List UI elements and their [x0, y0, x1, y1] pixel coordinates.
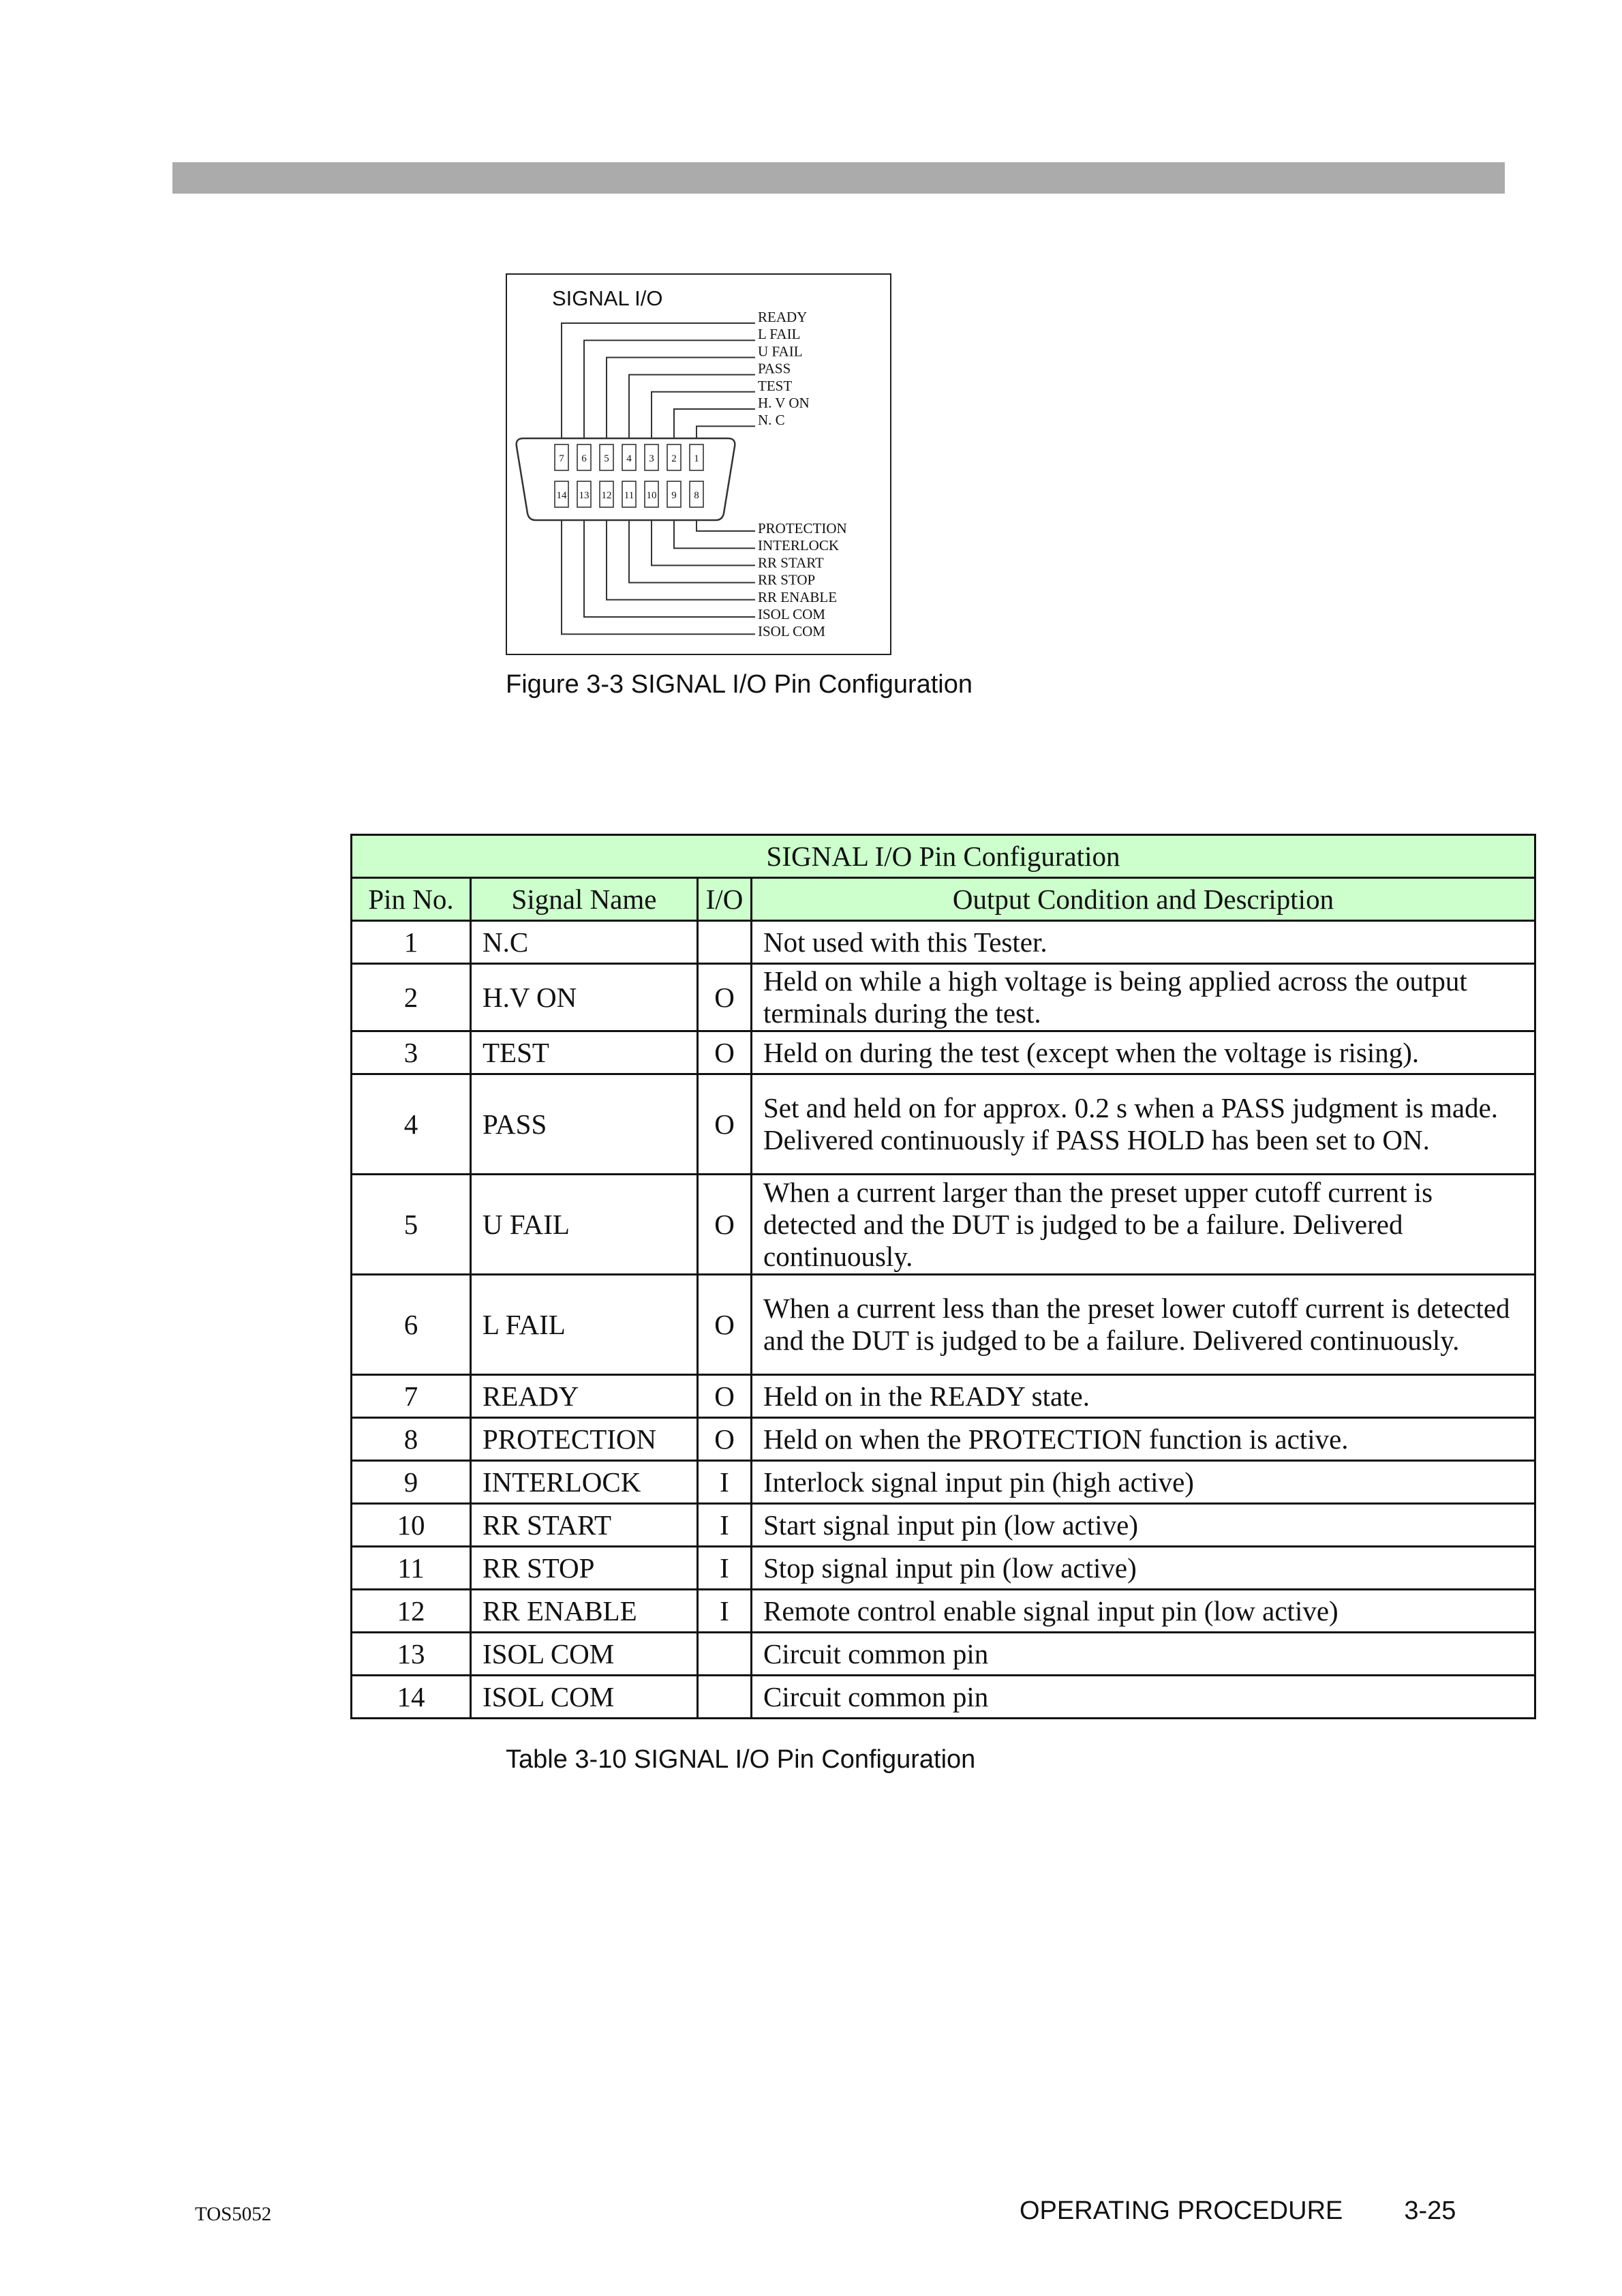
bottom-pin-number-9: 9 [671, 490, 677, 501]
pin-description: Remote control enable signal input pin (low active) [752, 1590, 1535, 1633]
col-header-description: Output Condition and Description [752, 878, 1535, 921]
table-row [352, 1633, 1535, 1676]
table-row [352, 1504, 1535, 1547]
pin-number: 14 [352, 1676, 471, 1719]
footer-model: TOS5052 [195, 2203, 272, 2225]
table-row [352, 1418, 1535, 1461]
io-direction: O [698, 1031, 752, 1074]
pin-number: 9 [352, 1461, 471, 1504]
pin-description: Circuit common pin [752, 1633, 1535, 1676]
io-direction: O [698, 1175, 752, 1275]
top-lead-line [652, 392, 755, 444]
signal-name: L FAIL [471, 1275, 698, 1375]
signal-name: TEST [471, 1031, 698, 1074]
table-row [352, 1547, 1535, 1590]
pin-description: Circuit common pin [752, 1676, 1535, 1719]
io-direction: I [698, 1547, 752, 1590]
pin-number: 8 [352, 1418, 471, 1461]
signal-io-diagram [506, 273, 891, 655]
table-row [352, 1461, 1535, 1504]
bottom-pin-number-10: 10 [646, 490, 657, 501]
io-direction: O [698, 1074, 752, 1175]
bottom-signal-label: ISOL COM [758, 623, 825, 640]
io-direction: I [698, 1504, 752, 1547]
top-signal-label: PASS [758, 360, 791, 377]
table-caption: Table 3-10 SIGNAL I/O Pin Configuration [506, 1745, 976, 1774]
signal-name: ISOL COM [471, 1633, 698, 1676]
diagram-panel-label: SIGNAL I/O [552, 286, 663, 310]
io-direction: O [698, 964, 752, 1031]
pin-description: Stop signal input pin (low active) [752, 1547, 1535, 1590]
table-row [352, 1175, 1535, 1275]
bottom-signal-label: RR STOP [758, 571, 816, 588]
pin-number: 6 [352, 1275, 471, 1375]
bottom-signal-label: RR ENABLE [758, 588, 838, 605]
signal-name: RR STOP [471, 1547, 698, 1590]
footer-page-number: 3-25 [1404, 2196, 1456, 2225]
pin-number: 13 [352, 1633, 471, 1676]
pin-config-table [350, 834, 1536, 1719]
top-signal-label: U FAIL [758, 343, 803, 360]
io-direction: O [698, 1375, 752, 1418]
pin-number: 2 [352, 964, 471, 1031]
bottom-signal-label: RR START [758, 554, 824, 571]
signal-name: ISOL COM [471, 1676, 698, 1719]
signal-name: RR START [471, 1504, 698, 1547]
top-signal-label: H. V ON [758, 395, 810, 411]
pin-description: Not used with this Tester. [752, 921, 1535, 964]
top-pin-number-5: 5 [604, 453, 609, 464]
pin-description: Held on during the test (except when the voltage is rising). [752, 1031, 1535, 1074]
pin-description: Held on in the READY state. [752, 1375, 1535, 1418]
pin-description: When a current less than the preset lower cutoff current is detected and the DUT is judged to be a failure. Delivered continuously. [752, 1275, 1535, 1375]
bottom-signal-label: ISOL COM [758, 606, 825, 622]
signal-name: PASS [471, 1074, 698, 1175]
io-direction: I [698, 1590, 752, 1633]
signal-name: RR ENABLE [471, 1590, 698, 1633]
pin-description: Set and held on for approx. 0.2 s when a PASS judgment is made. Delivered continuously if PASS HOLD has been set to ON. [752, 1074, 1535, 1175]
top-pin-number-7: 7 [559, 453, 564, 464]
top-signal-label: TEST [758, 377, 793, 394]
table-row [352, 1590, 1535, 1633]
signal-name: PROTECTION [471, 1418, 698, 1461]
table-row [352, 1275, 1535, 1375]
top-signal-label: READY [758, 309, 808, 325]
pin-number: 4 [352, 1074, 471, 1175]
bottom-pin-number-14: 14 [556, 490, 567, 501]
pin-number: 12 [352, 1590, 471, 1633]
figure-caption: Figure 3-3 SIGNAL I/O Pin Configuration [506, 670, 973, 699]
io-direction: O [698, 1418, 752, 1461]
bottom-pin-number-8: 8 [694, 490, 699, 501]
header-rule [172, 162, 1505, 194]
top-signal-label: L FAIL [758, 326, 801, 343]
pin-number: 3 [352, 1031, 471, 1074]
table-row [352, 1031, 1535, 1074]
bottom-signal-label: PROTECTION [758, 520, 847, 537]
signal-name: N.C [471, 921, 698, 964]
bottom-pin-number-12: 12 [601, 490, 612, 501]
pin-description: When a current larger than the preset upper cutoff current is detected and the DUT is judged to be a failure. Delivered continuously. [752, 1175, 1535, 1275]
top-pin-number-3: 3 [649, 453, 654, 464]
bottom-lead-line [562, 507, 755, 634]
col-header-io: I/O [698, 878, 752, 921]
pin-number: 11 [352, 1547, 471, 1590]
top-pin-number-4: 4 [626, 453, 632, 464]
pin-description: Held on when the PROTECTION function is active. [752, 1418, 1535, 1461]
table-row [352, 964, 1535, 1031]
pin-description: Start signal input pin (low active) [752, 1504, 1535, 1547]
table-title: SIGNAL I/O Pin Configuration [352, 835, 1535, 878]
bottom-lead-line [584, 507, 755, 617]
footer-section [1020, 2196, 1456, 2226]
pin-number: 1 [352, 921, 471, 964]
io-direction [698, 921, 752, 964]
signal-name: U FAIL [471, 1175, 698, 1275]
bottom-signal-label: INTERLOCK [758, 537, 839, 554]
io-direction: I [698, 1461, 752, 1504]
col-header-pin-no: Pin No. [352, 878, 471, 921]
pin-number: 5 [352, 1175, 471, 1275]
table-row [352, 1074, 1535, 1175]
pin-number: 10 [352, 1504, 471, 1547]
io-direction [698, 1676, 752, 1719]
pin-description: Held on while a high voltage is being applied across the output terminals during the test. [752, 964, 1535, 1031]
bottom-pin-number-13: 13 [579, 490, 590, 501]
top-pin-number-6: 6 [581, 453, 587, 464]
bottom-pin-number-11: 11 [624, 490, 634, 501]
col-header-signal-name: Signal Name [471, 878, 698, 921]
pin-description: Interlock signal input pin (high active) [752, 1461, 1535, 1504]
signal-name: INTERLOCK [471, 1461, 698, 1504]
io-direction [698, 1633, 752, 1676]
table-row [352, 1375, 1535, 1418]
signal-name: READY [471, 1375, 698, 1418]
top-pin-number-2: 2 [671, 453, 677, 464]
table-row [352, 1676, 1535, 1719]
top-pin-number-1: 1 [694, 453, 699, 464]
top-signal-label: N. C [758, 412, 785, 429]
table-row [352, 921, 1535, 964]
io-direction: O [698, 1275, 752, 1375]
footer-section-title: OPERATING PROCEDURE [1020, 2196, 1343, 2225]
signal-name: H.V ON [471, 964, 698, 1031]
pin-number: 7 [352, 1375, 471, 1418]
